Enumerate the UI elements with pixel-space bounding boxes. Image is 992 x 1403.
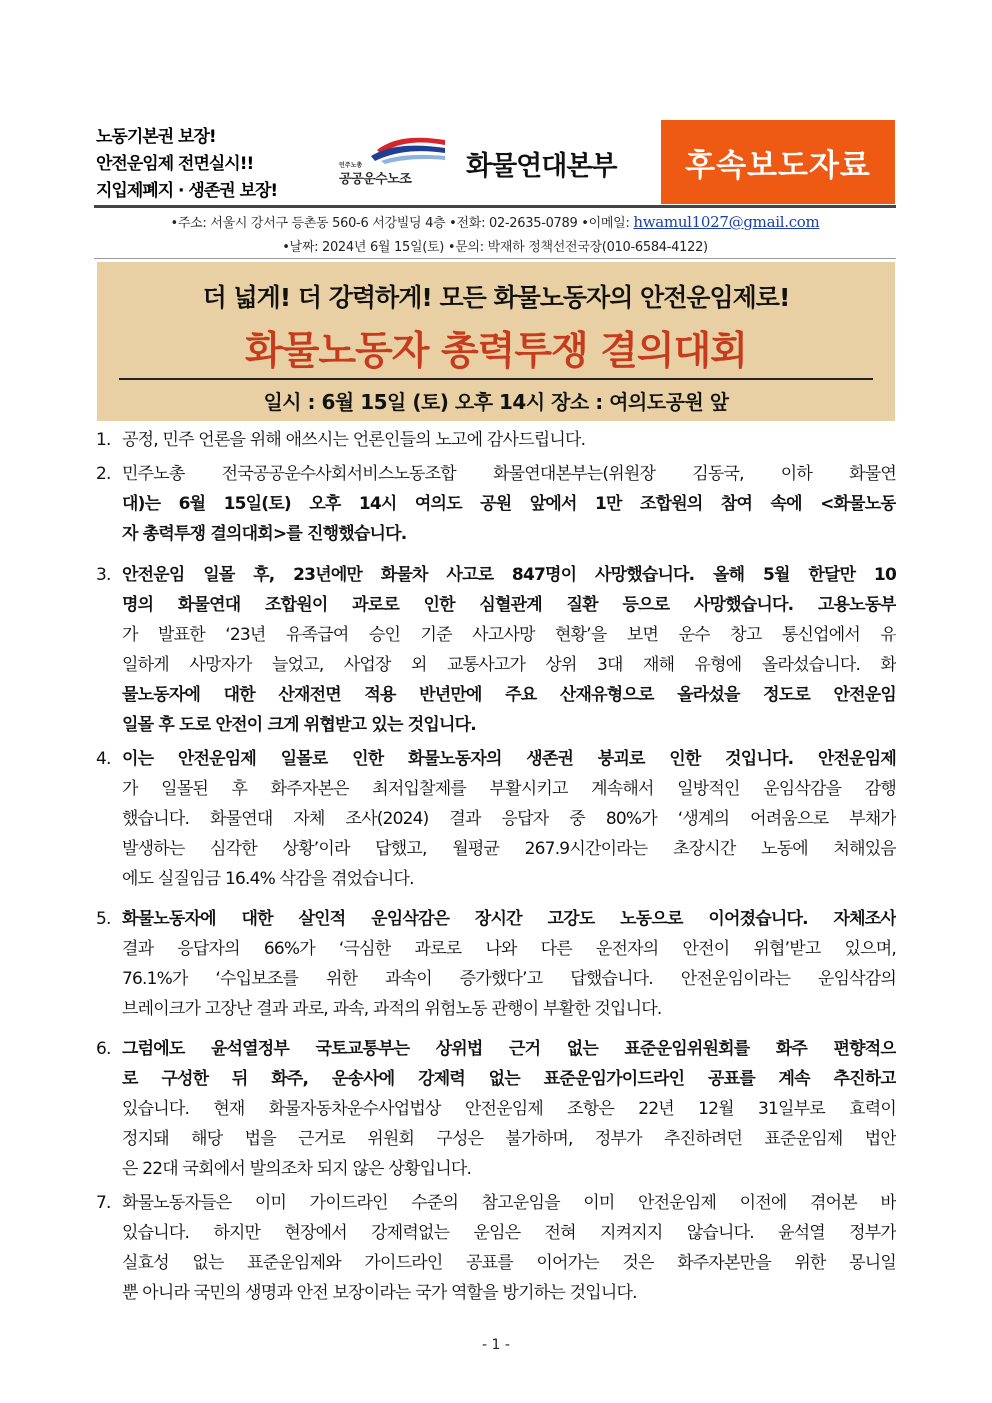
paragraph-number: 3. <box>96 565 111 585</box>
paragraph-number: 6. <box>96 1039 111 1059</box>
paragraph-number: 2. <box>96 464 111 484</box>
paragraph-line: 가 일몰된 후 화주자본은 최저입찰제를 부활시키고 계속해서 일방적인 운임삭감을 감행 <box>122 779 896 799</box>
paragraph-4 <box>96 744 896 894</box>
slogan-block <box>96 124 324 205</box>
paragraph-line: 대)는 6월 15일(토) 오후 14시 여의도 공원 앞에서 1만 조합원의 참여 속에 <화물노동 <box>122 494 896 514</box>
paragraph-line: 실효성 없는 표준운임제와 가이드라인 공표를 이어가는 것은 화주자본만을 위한 몽니일 <box>122 1253 896 1273</box>
paragraph-line: 안전운임 일몰 후, 23년에만 화물차 사고로 847명이 사망했습니다. 올해 5월 한달만 10 <box>122 565 896 585</box>
headline-slogan: 더 넓게! 더 강력하게! 모든 화물노동자의 안전운임제로! <box>202 283 790 312</box>
paragraph-line: 가 발표한 ‘23년 유족급여 승인 기준 사고사망 현황’을 보면 운수 창고 통신업에서 유 <box>122 625 896 645</box>
release-type-badge: 후속보도자료 <box>661 120 895 204</box>
paragraph-line: 공정, 민주 언론을 위해 애쓰시는 언론인들의 노고에 감사드립니다. <box>122 430 586 450</box>
title-box <box>97 262 895 421</box>
contact-divider <box>94 258 896 259</box>
paragraph-1 <box>96 425 896 455</box>
paragraph-line: 정지돼 해당 법을 근거로 위원회 구성은 불가하며, 정부가 추진하려던 표준운임제 법안 <box>122 1129 896 1149</box>
paragraph-number: 1. <box>96 430 111 450</box>
header-divider <box>94 205 896 208</box>
paragraph-line: 에도 실질임금 16.4% 삭감을 겪었습니다. <box>122 869 414 889</box>
event-info: 일시 : 6월 15일 (토) 오후 14시 장소 : 여의도공원 앞 <box>263 390 729 414</box>
slogan-line: 지입제폐지 · 생존권 보장! <box>96 181 278 201</box>
paragraph-line: 있습니다. 하지만 현장에서 강제력없는 운임은 전혀 지켜지지 않습니다. 윤석열 정부가 <box>122 1223 896 1243</box>
paragraph-5 <box>96 904 896 1024</box>
logo-title: 공공운수노조 <box>339 172 412 187</box>
union-logo <box>333 134 453 186</box>
contact-line-address <box>94 212 896 231</box>
paragraph-line: 자 총력투쟁 결의대회>를 진행했습니다. <box>122 524 407 544</box>
organization-name: 화물연대본부 <box>466 151 617 182</box>
paragraph-line: 로 구성한 뒤 화주, 운송사에 강제력 없는 표준운임가이드라인 공표를 계속 추진하고 <box>122 1069 896 1089</box>
paragraph-line: 이는 안전운임제 일몰로 인한 화물노동자의 생존권 붕괴로 인한 것입니다. 안전운임제 <box>122 749 896 769</box>
paragraph-line: 은 22대 국회에서 발의조차 되지 않은 상황입니다. <box>122 1159 472 1179</box>
paragraph-line: 뿐 아니라 국민의 생명과 안전 보장이라는 국가 역할을 방기하는 것입니다. <box>122 1283 637 1303</box>
contact-line-date: •날짜: 2024년 6월 15일(토) •문의: 박재하 정책선전국장(010-6584-4122) <box>282 240 708 255</box>
headline-title: 화물노동자 총력투쟁 결의대회 <box>245 329 747 374</box>
paragraph-line: 브레이크가 고장난 결과 과로, 과속, 과적의 위험노동 관행이 부활한 것입니다. <box>122 999 662 1019</box>
paragraph-line: 일하게 사망자가 늘었고, 사업장 외 교통사고가 상위 3대 재해 유형에 올라섰습니다. 화 <box>122 655 896 675</box>
page-number: - 1 - <box>482 1337 510 1353</box>
paragraph-line: 발생하는 심각한 상황’이라 답했고, 월평균 267.9시간이라는 초장시간 노동에 처해있음 <box>122 839 896 859</box>
paragraph-line: 화물노동자에 대한 살인적 운임삭감은 장시간 고강도 노동으로 이어졌습니다. 자체조사 <box>122 909 896 929</box>
contact-address-phone: •주소: 서울시 강서구 등촌동 560-6 서강빌딩 4층 •전화: 02-2635-0789 •이메일: <box>170 216 634 231</box>
paragraph-number: 5. <box>96 909 111 929</box>
paragraph-line: 일몰 후 도로 안전이 크게 위협받고 있는 것입니다. <box>122 715 476 735</box>
logo-subtitle: 민주노총 <box>339 162 363 169</box>
slogan-line: 안전운임제 전면실시!! <box>96 154 254 174</box>
slogan-line: 노동기본권 보장! <box>96 127 216 147</box>
paragraph-number: 4. <box>96 749 111 769</box>
paragraph-3 <box>96 560 896 740</box>
paragraph-line: 화물노동자들은 이미 가이드라인 수준의 참고운임을 이미 안전운임제 이전에 겪어본 바 <box>122 1193 896 1213</box>
paragraph-line: 76.1%가 ‘수입보조를 위한 과속이 증가했다’고 답했습니다. 안전운임이라는 운임삭감의 <box>122 969 896 989</box>
email-link[interactable]: hwamul1027@gmail.com <box>633 213 820 231</box>
paragraph-line: 결과 응답자의 66%가 ‘극심한 과로로 나와 다른 운전자의 안전이 위협’받고 있으며, <box>122 939 896 959</box>
paragraph-line: 민주노총 전국공공운수사회서비스노동조합 화물연대본부는(위원장 김동국, 이하 화물연 <box>122 464 896 484</box>
paragraph-line: 했습니다. 화물연대 자체 조사(2024) 결과 응답자 중 80%가 ‘생계의 어려움으로 부채가 <box>122 809 896 829</box>
paragraph-line: 있습니다. 현재 화물자동차운수사업법상 안전운임제 조항은 22년 12월 31일부로 효력이 <box>122 1099 896 1119</box>
paragraph-number: 7. <box>96 1193 111 1213</box>
paragraph-6 <box>96 1034 896 1184</box>
paragraph-line: 물노동자에 대한 산재전면 적용 반년만에 주요 산재유형으로 올라섰을 정도로 안전운임 <box>122 685 896 705</box>
paragraph-line: 명의 화물연대 조합원이 과로로 인한 심혈관계 질환 등으로 사망했습니다. 고용노동부 <box>122 595 896 615</box>
title-divider <box>119 378 873 380</box>
paragraph-line: 그럼에도 윤석열정부 국토교통부는 상위법 근거 없는 표준운임위원회를 화주 편향적으 <box>122 1039 896 1059</box>
paragraph-7 <box>96 1188 896 1308</box>
paragraph-2 <box>96 459 896 549</box>
